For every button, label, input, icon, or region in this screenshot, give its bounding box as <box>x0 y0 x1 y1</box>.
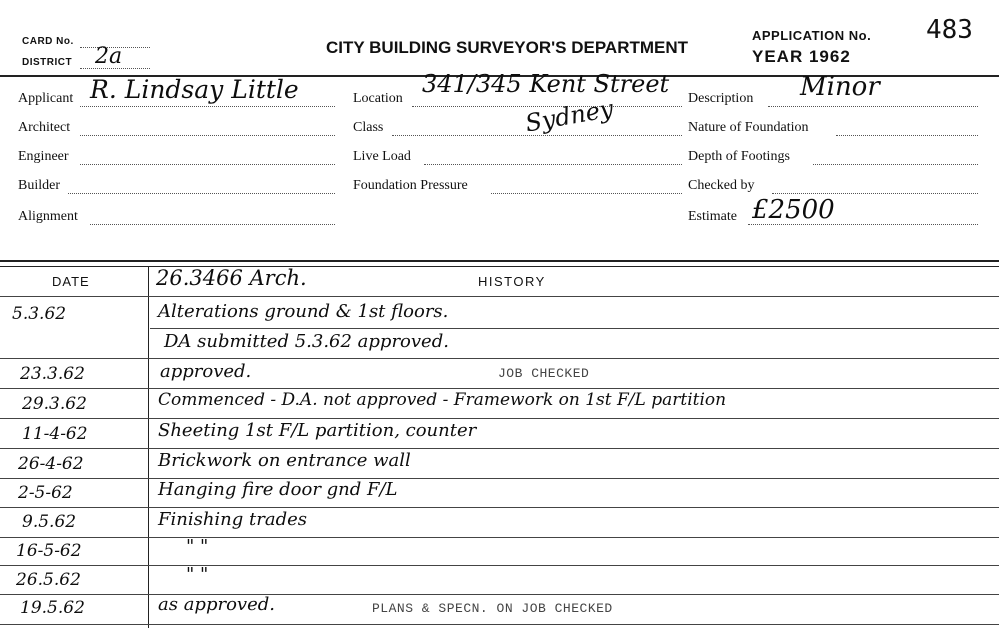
foundation-pressure-label: Foundation Pressure <box>353 178 468 193</box>
row-rule <box>0 478 999 479</box>
builder-line <box>68 193 335 194</box>
engineer-line <box>80 164 335 165</box>
class-label: Class <box>353 120 384 135</box>
history-header-note: 26.3466 Arch. <box>156 266 307 290</box>
description-line <box>768 106 978 107</box>
row-4-date: 29.3.62 <box>22 394 87 414</box>
row-rule <box>0 565 999 566</box>
nature-of-foundation-line <box>836 135 978 136</box>
row-rule <box>0 388 999 389</box>
row-11-stamp: PLANS & SPECN. ON JOB CHECKED <box>372 601 613 616</box>
row-8-date: 9.5.62 <box>22 512 77 532</box>
live-load-line <box>424 164 682 165</box>
estimate-value: £2500 <box>752 195 835 225</box>
architect-label: Architect <box>18 120 71 135</box>
location-value-2: Sydney <box>523 94 616 138</box>
depth-of-footings-line <box>813 164 978 165</box>
row-3-stamp: JOB CHECKED <box>498 366 590 381</box>
row-11-date: 19.5.62 <box>20 598 85 618</box>
checked-by-label: Checked by <box>688 178 755 193</box>
date-column-divider <box>148 266 149 628</box>
depth-of-footings-label: Depth of Footings <box>688 149 790 164</box>
checked-by-line <box>772 193 978 194</box>
history-header-rule <box>0 296 999 297</box>
history-top-rule <box>0 260 999 262</box>
engineer-label: Engineer <box>18 149 69 164</box>
row-6-date: 26-4-62 <box>18 454 84 474</box>
builder-label: Builder <box>18 178 60 193</box>
row-1-entry: Alterations ground & 1st floors. <box>158 301 449 322</box>
alignment-line <box>90 224 335 225</box>
year-label: YEAR 1962 <box>752 47 851 66</box>
row-3-entry: approved. <box>160 361 252 382</box>
application-number: 483 <box>926 15 973 45</box>
district-value: 2a <box>95 44 123 69</box>
department-title: CITY BUILDING SURVEYOR'S DEPARTMENT <box>326 38 689 57</box>
row-rule <box>0 537 999 538</box>
row-11-entry: as approved. <box>158 594 275 615</box>
applicant-value: R. Lindsay Little <box>90 75 299 104</box>
row-4-entry: Commenced - D.A. not approved - Framework on 1st F/L partition <box>158 390 727 410</box>
row-rule <box>0 358 999 359</box>
row-9-date: 16-5-62 <box>16 541 82 561</box>
applicant-line <box>80 106 335 107</box>
date-header: DATE <box>52 274 90 289</box>
live-load-label: Live Load <box>353 149 411 164</box>
district-label: DISTRICT <box>22 57 73 68</box>
row-10-date: 26.5.62 <box>16 570 81 590</box>
row-rule <box>150 328 999 329</box>
alignment-label: Alignment <box>18 209 78 224</box>
applicant-label: Applicant <box>18 91 74 106</box>
history-top-rule-2 <box>0 266 999 267</box>
class-line <box>392 135 682 136</box>
application-label: APPLICATION No. <box>752 28 872 43</box>
row-7-entry: Hanging fire door gnd F/L <box>158 479 398 500</box>
card-no-label: CARD No. <box>22 36 74 47</box>
row-9-entry: " " <box>186 536 209 557</box>
nature-of-foundation-label: Nature of Foundation <box>688 120 809 135</box>
row-7-date: 2-5-62 <box>18 483 73 503</box>
row-5-date: 11-4-62 <box>22 424 88 444</box>
location-label: Location <box>353 91 403 106</box>
row-rule <box>0 418 999 419</box>
row-8-entry: Finishing trades <box>158 509 308 530</box>
row-5-entry: Sheeting 1st F/L partition, counter <box>158 420 477 441</box>
history-header: HISTORY <box>478 274 546 289</box>
location-value-1: 341/345 Kent Street <box>422 70 670 98</box>
row-3-date: 23.3.62 <box>20 364 85 384</box>
row-rule <box>0 507 999 508</box>
architect-line <box>80 135 335 136</box>
row-rule <box>0 624 999 625</box>
row-6-entry: Brickwork on entrance wall <box>158 450 411 471</box>
description-value: Minor <box>800 72 880 102</box>
foundation-pressure-line <box>491 193 682 194</box>
description-label: Description <box>688 91 754 106</box>
row-1-date: 5.3.62 <box>12 304 67 324</box>
row-rule <box>0 448 999 449</box>
row-10-entry: " " <box>186 564 209 585</box>
row-2-entry: DA submitted 5.3.62 approved. <box>164 331 449 352</box>
row-rule <box>0 594 999 595</box>
estimate-label: Estimate <box>688 209 737 224</box>
